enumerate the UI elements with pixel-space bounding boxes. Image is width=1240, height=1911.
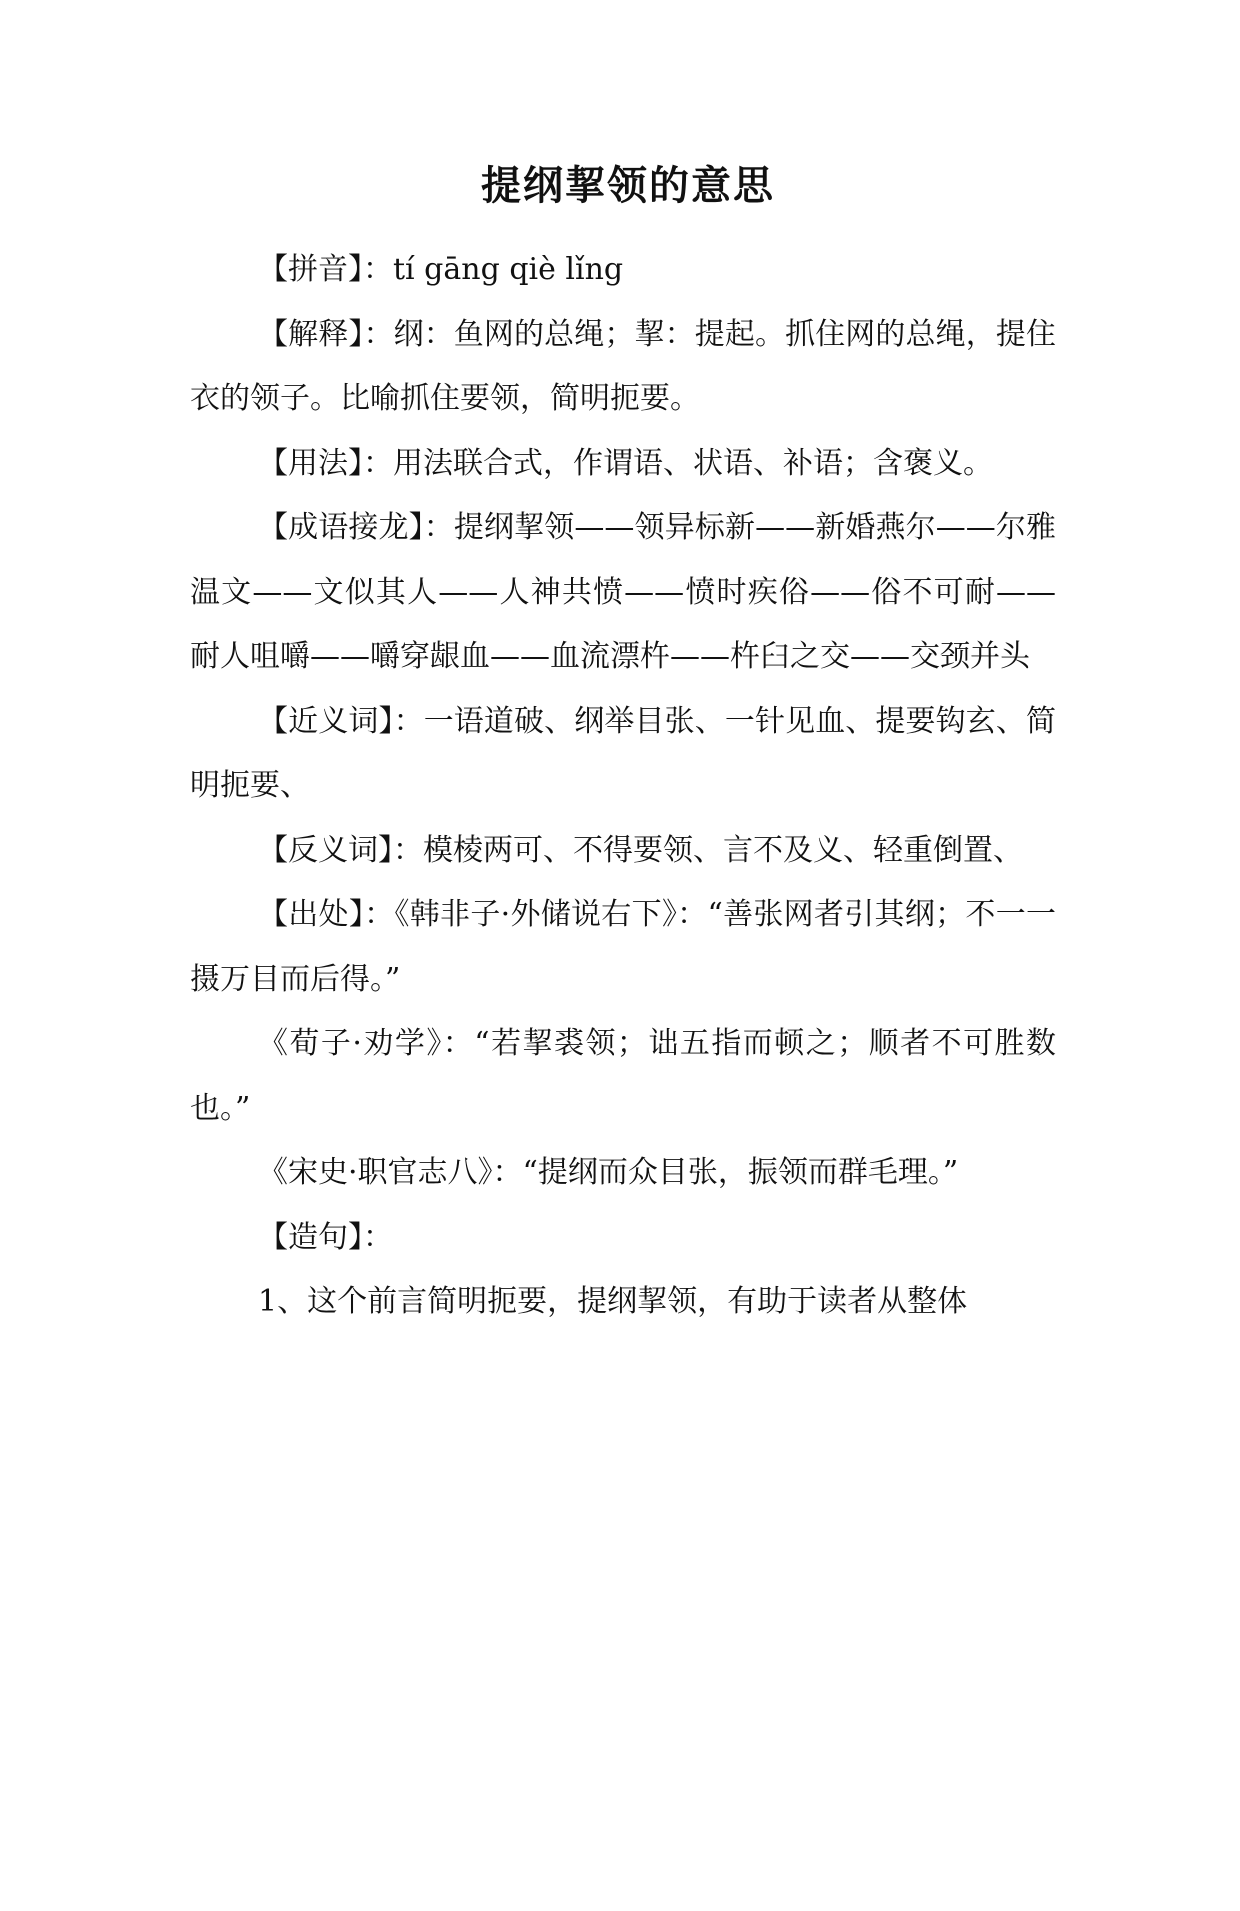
- paragraph-pinyin: 【拼音】：tí gāng qiè lǐng: [258, 252, 624, 287]
- paragraph-source: 【出处】：《韩非子·外储说右下》：“善张网者引其纲；不一一摄万目而后得。”: [190, 897, 1056, 997]
- document-body: [190, 238, 1056, 1335]
- paragraph-synonyms: 【近义词】：一语道破、纲举目张、一针见血、提要钩玄、简明扼要、: [190, 703, 1056, 803]
- paragraph-antonyms: 【反义词】：模棱两可、不得要领、言不及义、轻重倒置、: [258, 832, 1023, 868]
- paragraph-source-xunzi: 《荀子·劝学》：“若挈裘领；诎五指而顿之；顺者不可胜数也。”: [190, 1026, 1056, 1126]
- paragraph-source-songshi: 《宋史·职官志八》：“提纲而众目张，振领而群毛理。”: [258, 1155, 959, 1190]
- document-page: [0, 158, 1240, 1911]
- paragraph-example-1: 1、这个前言简明扼要，提纲挈领，有助于读者从整体: [258, 1284, 968, 1319]
- document-title: 提纲挈领的意思: [481, 163, 775, 209]
- paragraph-example-heading: 【造句】：: [258, 1219, 393, 1255]
- paragraph-explanation: 【解释】：纲：鱼网的总绳；挈：提起。抓住网的总绳，提住衣的领子。比喻抓住要领，简明扼要。: [190, 316, 1056, 416]
- paragraph-usage: 【用法】：用法联合式，作谓语、状语、补语；含褒义。: [258, 445, 993, 481]
- paragraph-idiom-chain: 【成语接龙】：提纲挈领——领异标新——新婚燕尔——尔雅温文——文似其人——人神共愤——愤时疾俗——俗不可耐——耐人咀嚼——嚼穿龈血——血流漂杵——杵臼之交——交颈并头: [190, 510, 1056, 674]
